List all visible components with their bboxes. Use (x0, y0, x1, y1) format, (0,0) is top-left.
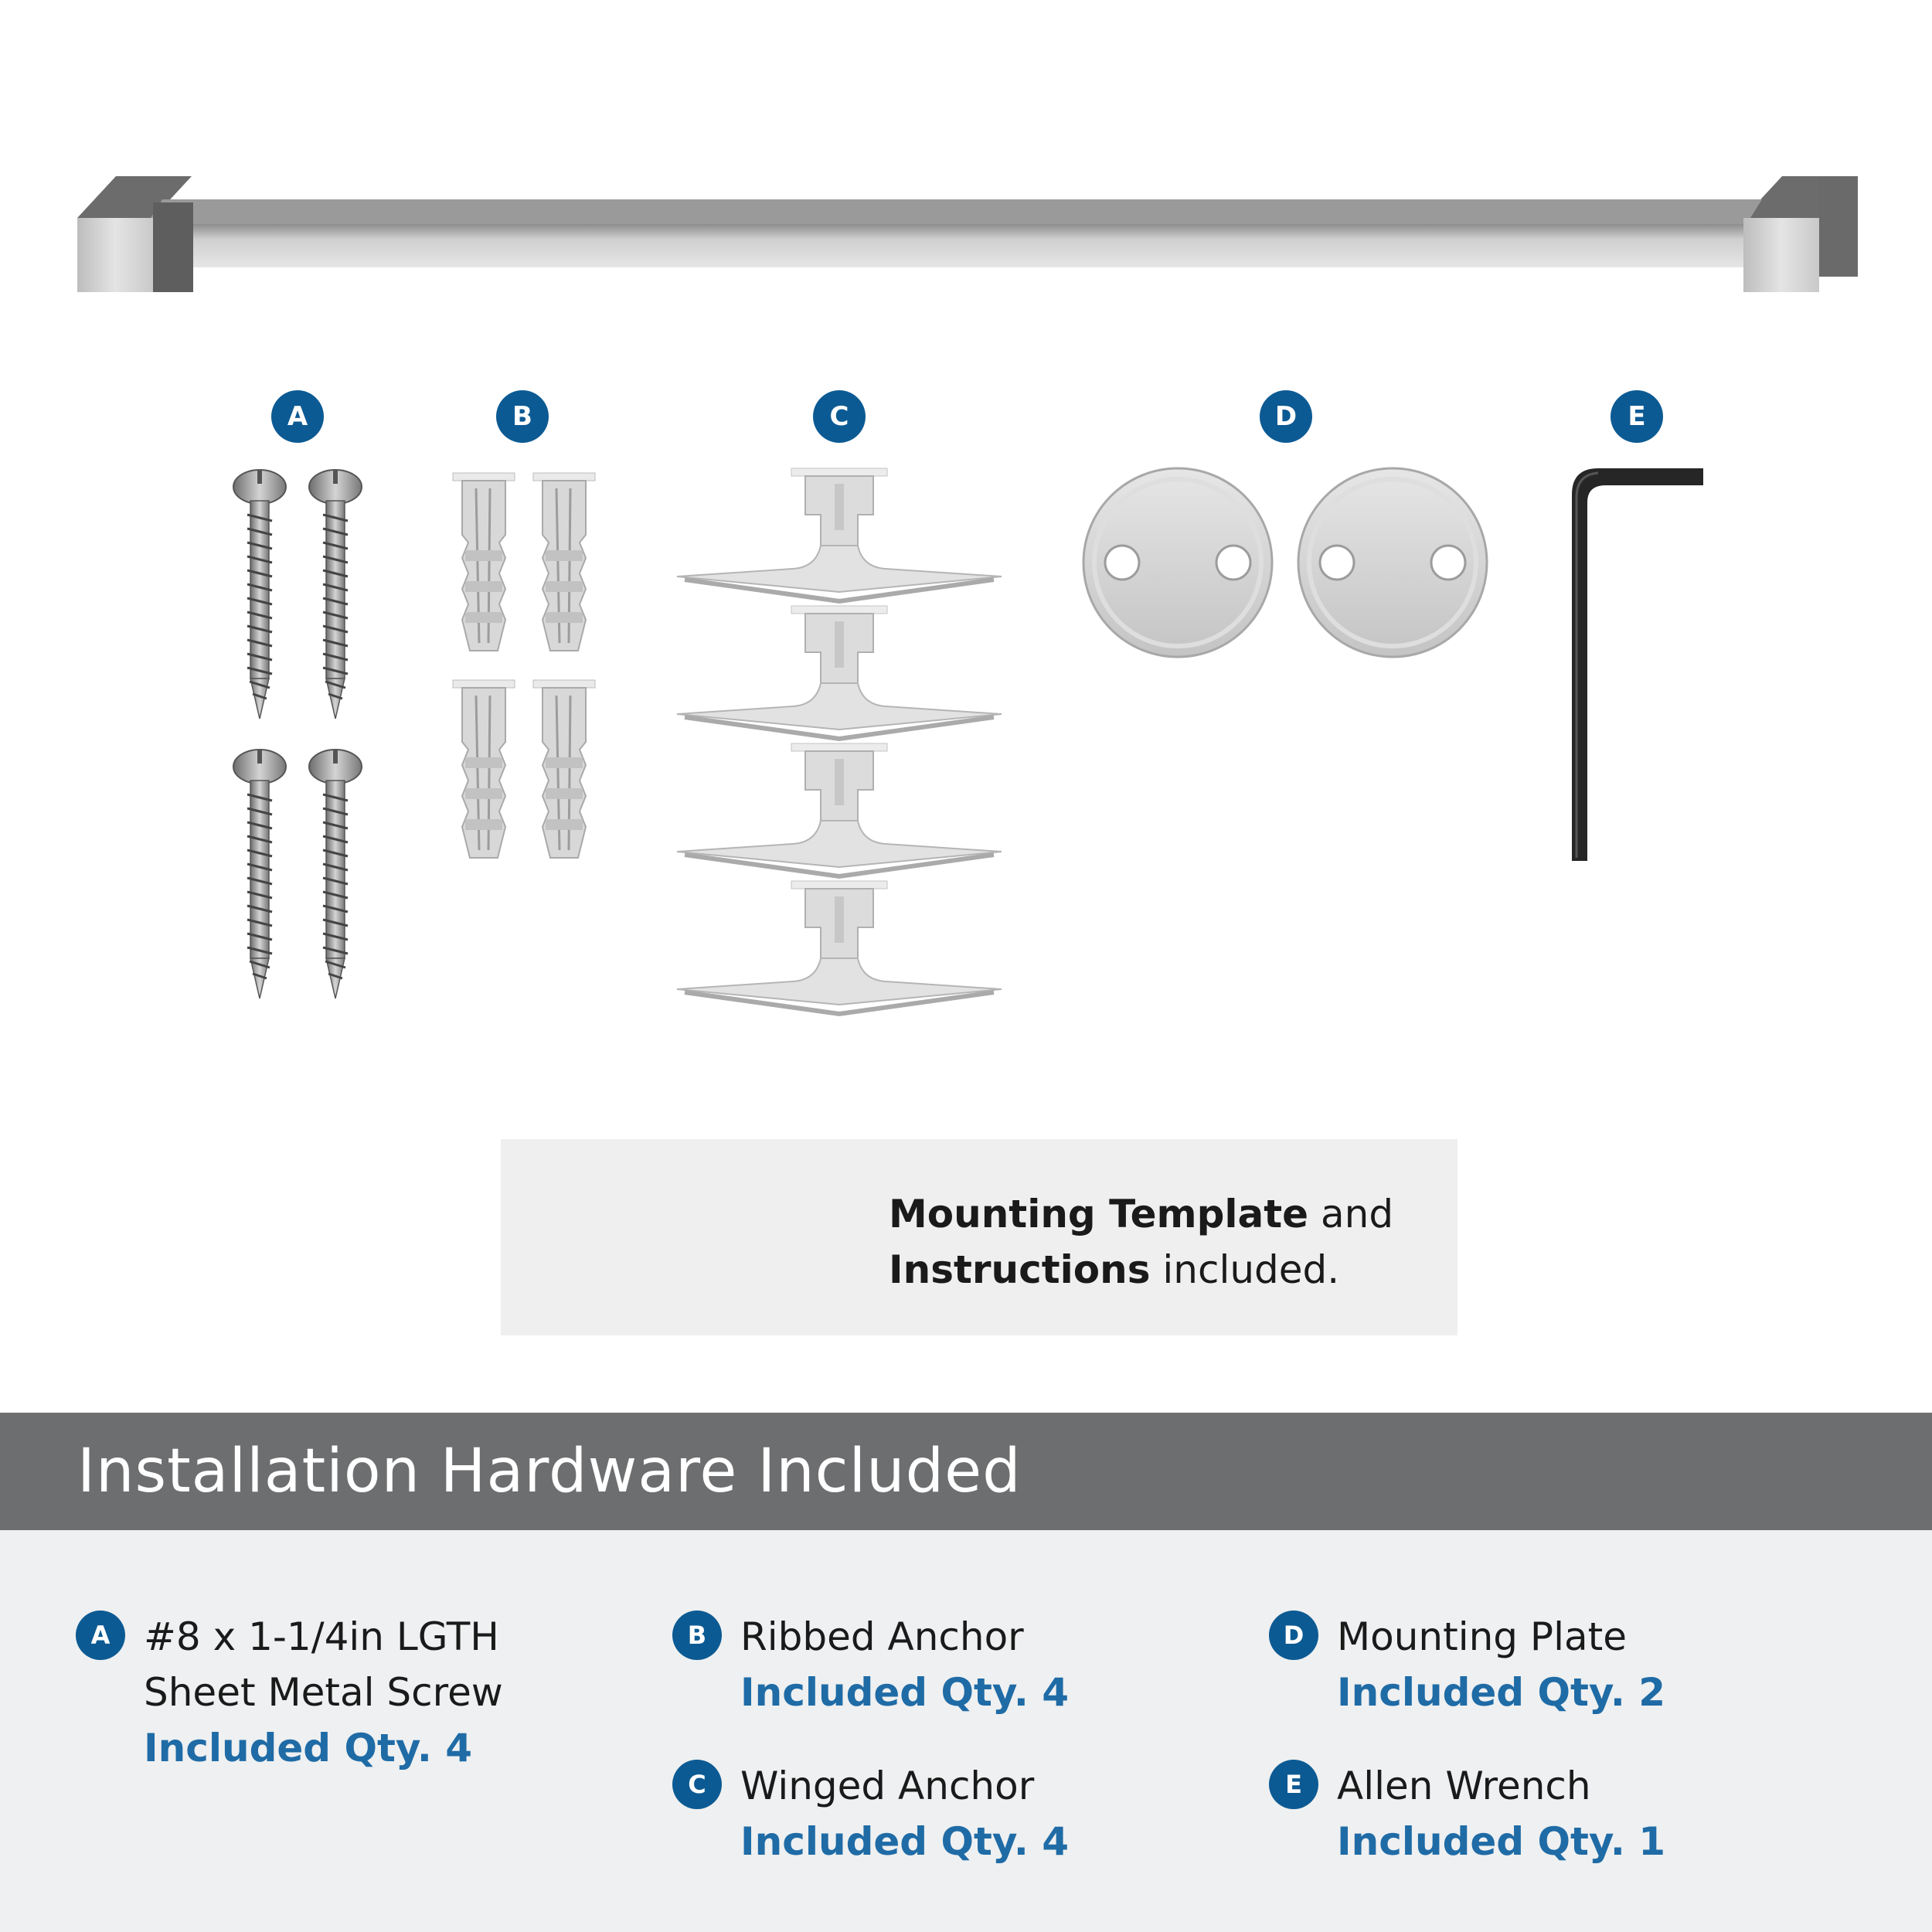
ribbed-anchor-icon (453, 473, 595, 858)
screw-icon (233, 470, 362, 998)
mounting-template-note (889, 1186, 1445, 1298)
instructions-suffix: included. (1150, 1247, 1340, 1292)
part-badge-e: E (1611, 390, 1663, 443)
list-badge-e: E (1269, 1760, 1318, 1809)
installation-banner (0, 1413, 1932, 1530)
list-badge-b: B (672, 1611, 722, 1660)
item-c-qty: Included Qty. 4 (740, 1819, 1070, 1864)
item-a-name-line2: Sheet Metal Screw (144, 1670, 503, 1715)
item-d-qty: Included Qty. 2 (1337, 1670, 1666, 1715)
part-badge-d: D (1260, 390, 1312, 443)
list-item-d (1283, 1609, 1666, 1720)
banner-title: Installation Hardware Included (77, 1437, 1022, 1506)
list-badge-d: D (1269, 1611, 1318, 1660)
list-badge-a: A (76, 1611, 125, 1660)
mounting-template-suffix: and (1308, 1192, 1394, 1236)
list-badge-c: C (672, 1760, 722, 1809)
list-item-c (688, 1758, 1070, 1869)
part-badge-c: C (813, 390, 866, 443)
item-c-name: Winged Anchor (740, 1764, 1035, 1808)
item-a-qty: Included Qty. 4 (144, 1726, 473, 1770)
item-e-qty: Included Qty. 1 (1337, 1819, 1666, 1864)
part-badge-b: B (496, 390, 549, 443)
list-item-e (1285, 1758, 1666, 1869)
list-item-a (90, 1609, 503, 1776)
allen-wrench-icon (1572, 468, 1703, 861)
winged-anchor-icon (677, 468, 1002, 1014)
towel-bar-icon (77, 176, 1858, 292)
item-b-qty: Included Qty. 4 (740, 1670, 1070, 1715)
mounting-plate-icon (1083, 468, 1487, 657)
list-item-b (687, 1609, 1070, 1720)
item-a-name-line1: #8 x 1-1/4in LGTH (144, 1614, 499, 1659)
item-d-name: Mounting Plate (1337, 1614, 1627, 1659)
item-e-name: Allen Wrench (1337, 1764, 1591, 1808)
mounting-template-label: Mounting Template (889, 1192, 1309, 1236)
instructions-label: Instructions (889, 1247, 1151, 1292)
part-badge-a: A (271, 390, 324, 443)
item-b-name: Ribbed Anchor (740, 1614, 1024, 1659)
